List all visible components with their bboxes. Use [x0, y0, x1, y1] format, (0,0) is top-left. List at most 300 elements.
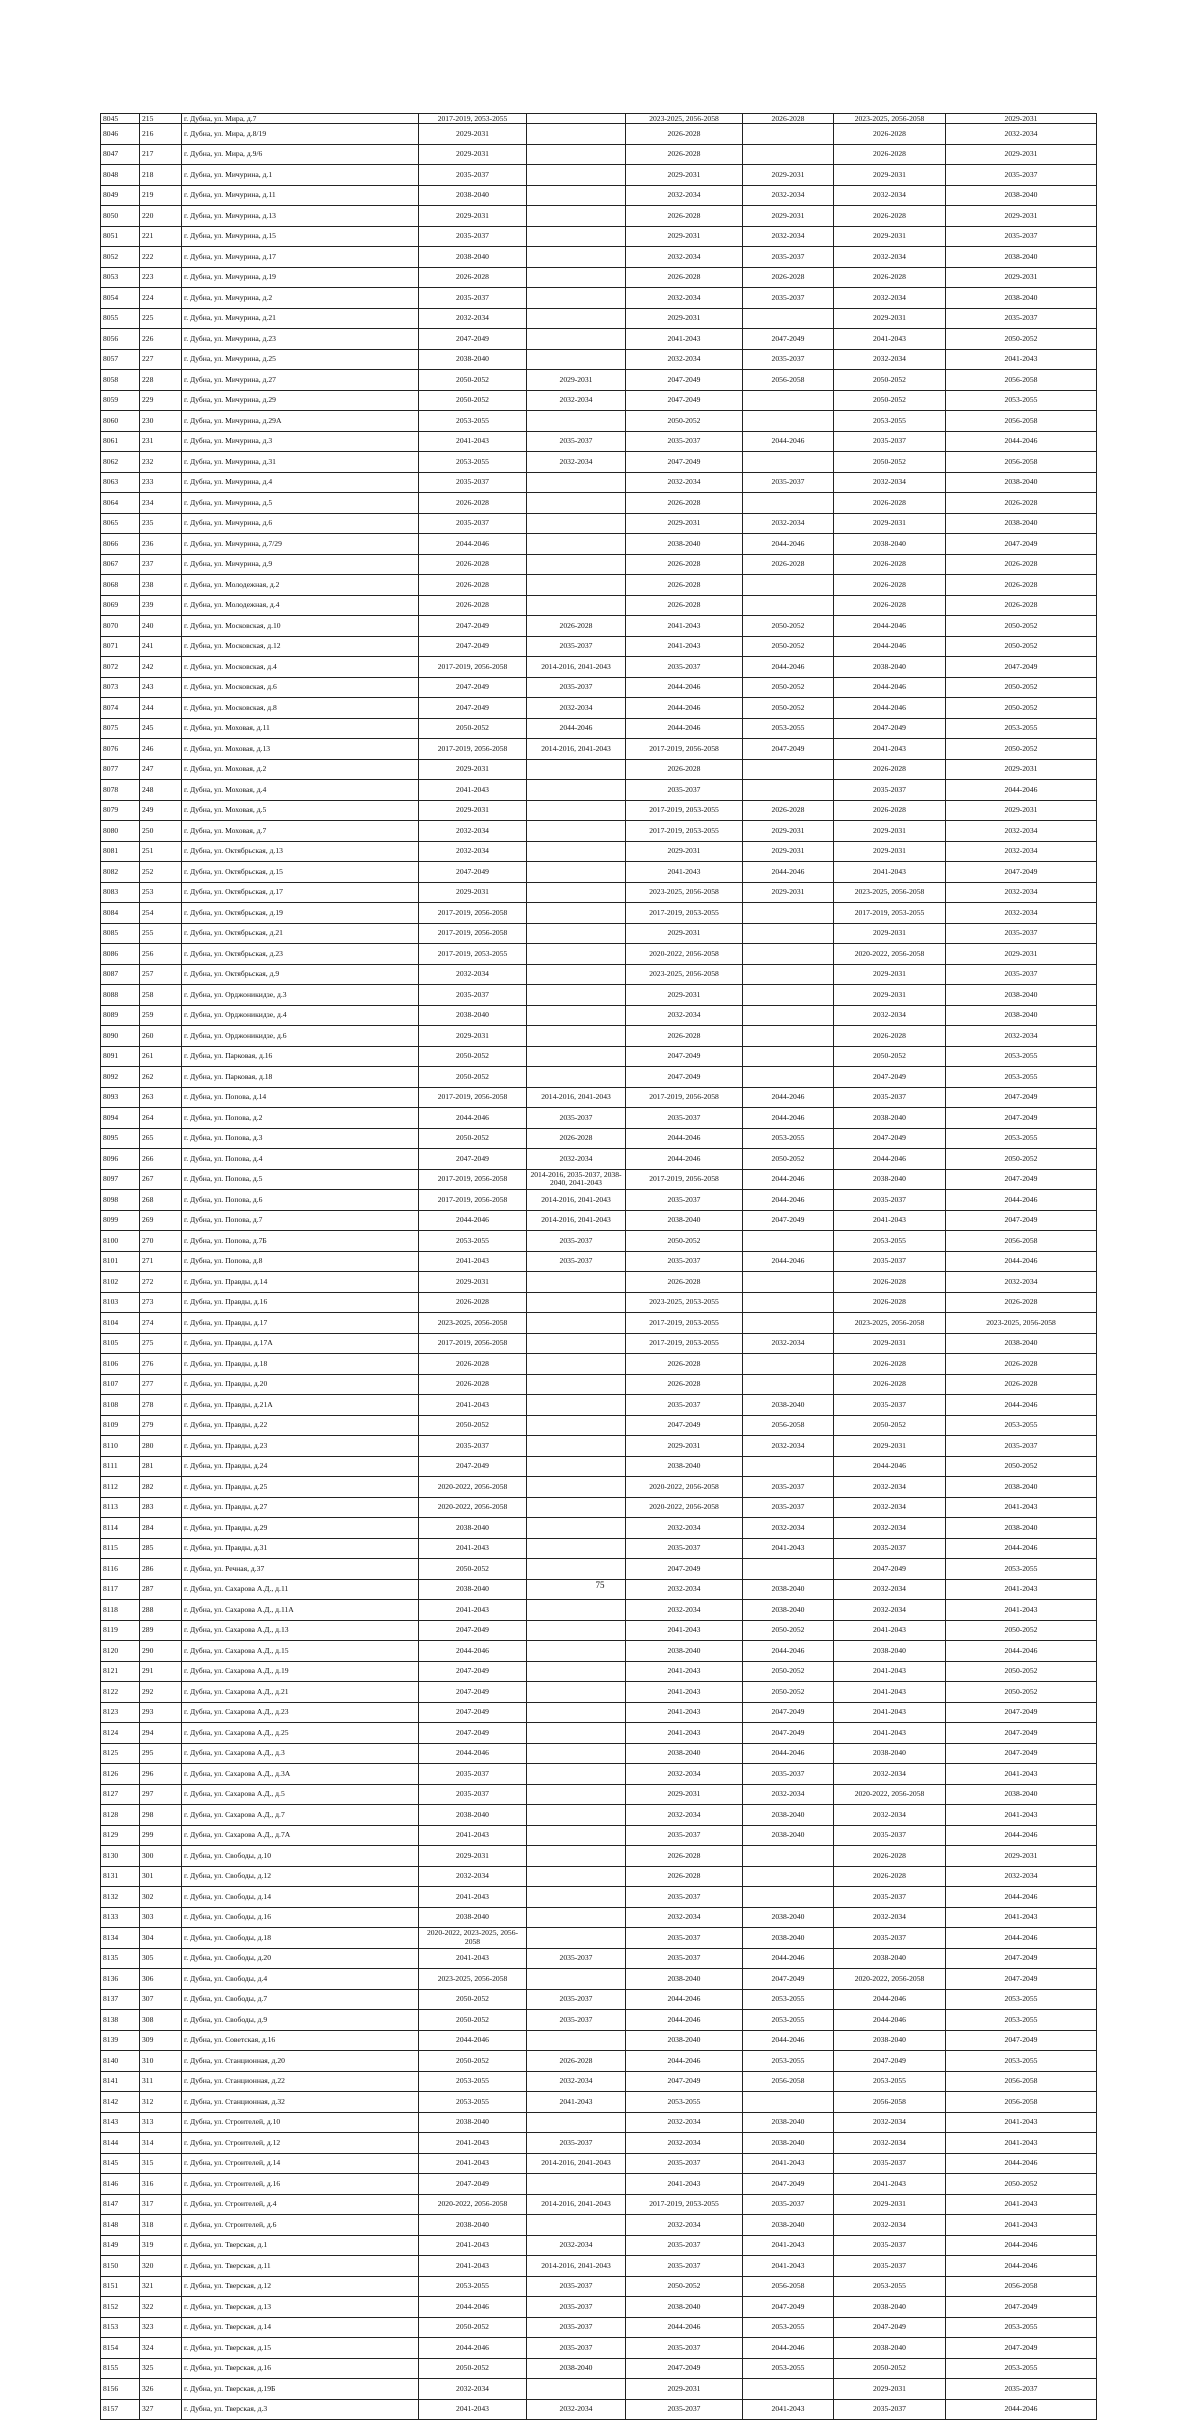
table-cell: 234	[140, 493, 182, 514]
table-row	[101, 1333, 1097, 1354]
table-cell	[527, 308, 626, 329]
table-cell: г. Дубна, ул. Мичурина, д.2	[182, 288, 419, 309]
table-row	[101, 657, 1097, 678]
table-cell: 291	[140, 1661, 182, 1682]
table-cell: 2026-2028	[946, 1354, 1097, 1375]
table-cell: 298	[140, 1805, 182, 1826]
table-cell	[743, 1292, 834, 1313]
table-cell: 2035-2037	[626, 657, 743, 678]
table-cell: 2014-2016, 2041-2043	[527, 1210, 626, 1231]
table-row	[101, 1887, 1097, 1908]
table-cell: 2047-2049	[419, 1456, 527, 1477]
table-cell: 2035-2037	[419, 985, 527, 1006]
table-cell: 2029-2031	[626, 1436, 743, 1457]
table-cell: 8077	[101, 759, 140, 780]
table-row	[101, 2399, 1097, 2420]
table-cell: 2035-2037	[743, 1764, 834, 1785]
table-cell: г. Дубна, ул. Мичурина, д.6	[182, 513, 419, 534]
table-cell: 2032-2034	[834, 1497, 946, 1518]
table-cell: 2035-2037	[834, 1825, 946, 1846]
table-cell: 8058	[101, 370, 140, 391]
table-cell: 2026-2028	[834, 267, 946, 288]
table-cell: 2038-2040	[419, 1518, 527, 1539]
table-cell: 2050-2052	[419, 1046, 527, 1067]
table-cell: 2038-2040	[834, 534, 946, 555]
table-cell: 2044-2046	[743, 1190, 834, 1211]
table-cell: 2032-2034	[743, 1436, 834, 1457]
table-cell: 2053-2055	[743, 1128, 834, 1149]
table-cell: 2035-2037	[626, 1108, 743, 1129]
table-cell: г. Дубна, ул. Мичурина, д.7/29	[182, 534, 419, 555]
table-cell: 8113	[101, 1497, 140, 1518]
table-cell: 2026-2028	[834, 1272, 946, 1293]
table-cell: 229	[140, 390, 182, 411]
table-cell: 2035-2037	[946, 1436, 1097, 1457]
table-cell: 2035-2037	[419, 472, 527, 493]
table-cell: 2038-2040	[419, 185, 527, 206]
table-cell	[527, 1620, 626, 1641]
table-row	[101, 206, 1097, 227]
table-cell: 2032-2034	[626, 1579, 743, 1600]
table-cell: 2053-2055	[946, 2317, 1097, 2338]
table-cell: 2041-2043	[626, 2174, 743, 2195]
table-cell: 242	[140, 657, 182, 678]
table-row	[101, 698, 1097, 719]
table-cell: 8052	[101, 247, 140, 268]
table-row	[101, 780, 1097, 801]
table-cell: г. Дубна, ул. Сахарова А.Д., д.15	[182, 1641, 419, 1662]
table-cell: 272	[140, 1272, 182, 1293]
table-cell: 2017-2019, 2056-2058	[419, 903, 527, 924]
table-cell: 8121	[101, 1661, 140, 1682]
table-cell	[527, 1456, 626, 1477]
table-cell: 2023-2025, 2056-2058	[834, 1313, 946, 1334]
table-cell: 2038-2040	[743, 2215, 834, 2236]
table-cell: 258	[140, 985, 182, 1006]
table-cell	[743, 1374, 834, 1395]
table-row	[101, 903, 1097, 924]
table-row	[101, 2174, 1097, 2195]
table-cell: 2029-2031	[419, 1272, 527, 1293]
table-cell: 2026-2028	[834, 1374, 946, 1395]
table-cell: 2029-2031	[626, 226, 743, 247]
table-cell: 2032-2034	[419, 308, 527, 329]
table-cell: 2053-2055	[743, 2358, 834, 2379]
table-cell: 8080	[101, 821, 140, 842]
table-cell: 2026-2028	[834, 493, 946, 514]
table-row	[101, 124, 1097, 145]
table-cell: г. Дубна, ул. Мичурина, д.5	[182, 493, 419, 514]
table-cell: 2026-2028	[946, 554, 1097, 575]
table-cell: 8084	[101, 903, 140, 924]
table-cell: 2029-2031	[834, 841, 946, 862]
table-cell: 2050-2052	[743, 698, 834, 719]
table-cell: 2050-2052	[626, 2276, 743, 2297]
table-cell: 2044-2046	[626, 718, 743, 739]
table-cell	[527, 534, 626, 555]
table-cell: 2032-2034	[419, 2379, 527, 2400]
table-cell: 8137	[101, 1989, 140, 2010]
table-cell	[527, 513, 626, 534]
table-cell: 2026-2028	[626, 1354, 743, 1375]
table-cell: 2029-2031	[946, 206, 1097, 227]
table-cell: 248	[140, 780, 182, 801]
table-cell: 281	[140, 1456, 182, 1477]
table-cell: 2041-2043	[834, 739, 946, 760]
table-cell: 324	[140, 2338, 182, 2359]
table-cell: 2035-2037	[626, 1538, 743, 1559]
table-cell: 2044-2046	[743, 1251, 834, 1272]
table-cell: 2044-2046	[419, 2338, 527, 2359]
table-cell: 2035-2037	[419, 1764, 527, 1785]
table-cell: г. Дубна, ул. Московская, д.8	[182, 698, 419, 719]
table-cell: 300	[140, 1846, 182, 1867]
table-cell: 2035-2037	[626, 1928, 743, 1949]
table-cell: 2047-2049	[743, 2174, 834, 2195]
table-cell: 2050-2052	[419, 390, 527, 411]
table-cell: 8073	[101, 677, 140, 698]
table-cell: 2029-2031	[743, 882, 834, 903]
table-cell: 310	[140, 2051, 182, 2072]
table-cell: 8045	[101, 114, 140, 124]
table-cell: 2047-2049	[946, 1969, 1097, 1990]
table-cell: 2047-2049	[834, 2317, 946, 2338]
table-cell: 2026-2028	[626, 554, 743, 575]
table-cell: 2044-2046	[419, 1641, 527, 1662]
table-cell: г. Дубна, ул. Октябрьская, д.19	[182, 903, 419, 924]
table-cell: 2047-2049	[419, 677, 527, 698]
table-row	[101, 1928, 1097, 1949]
table-cell: 2032-2034	[419, 964, 527, 985]
table-cell: 240	[140, 616, 182, 637]
table-cell: 2047-2049	[419, 1682, 527, 1703]
table-cell: 230	[140, 411, 182, 432]
table-cell	[743, 1026, 834, 1047]
table-cell	[527, 1005, 626, 1026]
table-cell: 2035-2037	[946, 923, 1097, 944]
table-cell: 8131	[101, 1866, 140, 1887]
table-cell: 2026-2028	[834, 206, 946, 227]
table-cell: 2044-2046	[743, 1087, 834, 1108]
table-cell: 2026-2028	[834, 144, 946, 165]
table-cell: 2041-2043	[946, 2133, 1097, 2154]
table-cell: 2023-2025, 2056-2058	[834, 882, 946, 903]
table-cell: г. Дубна, ул. Мичурина, д.9	[182, 554, 419, 575]
table-cell: 8067	[101, 554, 140, 575]
table-row	[101, 800, 1097, 821]
table-cell	[527, 1292, 626, 1313]
table-cell: г. Дубна, ул. Тверская, д.19Б	[182, 2379, 419, 2400]
table-cell: г. Дубна, ул. Тверская, д.11	[182, 2256, 419, 2277]
table-cell: 2032-2034	[834, 472, 946, 493]
table-cell: 2047-2049	[419, 1702, 527, 1723]
table-cell: 2050-2052	[946, 1682, 1097, 1703]
table-cell: 8104	[101, 1313, 140, 1334]
table-cell: 2038-2040	[834, 1108, 946, 1129]
table-cell	[743, 923, 834, 944]
table-cell: 2050-2052	[419, 718, 527, 739]
table-row	[101, 226, 1097, 247]
table-cell: 254	[140, 903, 182, 924]
table-cell: 2029-2031	[834, 821, 946, 842]
table-cell: 297	[140, 1784, 182, 1805]
table-cell: 2026-2028	[946, 575, 1097, 596]
table-cell: 2020-2022, 2056-2058	[626, 944, 743, 965]
table-cell	[527, 165, 626, 186]
table-cell: 8125	[101, 1743, 140, 1764]
table-cell: 2032-2034	[834, 1764, 946, 1785]
table-cell	[527, 821, 626, 842]
table-cell: 2017-2019, 2053-2055	[626, 800, 743, 821]
table-cell: 268	[140, 1190, 182, 1211]
table-cell: г. Дубна, ул. Строителей, д.12	[182, 2133, 419, 2154]
table-cell: 317	[140, 2194, 182, 2215]
table-cell: г. Дубна, ул. Мичурина, д.21	[182, 308, 419, 329]
table-row	[101, 718, 1097, 739]
table-cell: 2041-2043	[946, 1805, 1097, 1826]
table-cell: 2041-2043	[946, 1764, 1097, 1785]
table-cell: 8120	[101, 1641, 140, 1662]
table-cell: 228	[140, 370, 182, 391]
table-cell	[527, 1784, 626, 1805]
table-cell	[743, 1354, 834, 1375]
table-cell: 2047-2049	[743, 1969, 834, 1990]
table-cell: 2035-2037	[946, 964, 1097, 985]
table-cell: 8128	[101, 1805, 140, 1826]
table-cell: 2044-2046	[626, 677, 743, 698]
table-cell: 2023-2025, 2056-2058	[419, 1969, 527, 1990]
table-cell	[527, 1641, 626, 1662]
table-cell: 2050-2052	[419, 2051, 527, 2072]
table-cell: г. Дубна, ул. Мичурина, д.13	[182, 206, 419, 227]
table-cell: 2038-2040	[419, 1579, 527, 1600]
table-cell	[743, 390, 834, 411]
table-cell: 2050-2052	[946, 1149, 1097, 1170]
table-cell: 2044-2046	[834, 636, 946, 657]
table-row	[101, 2071, 1097, 2092]
table-row	[101, 1702, 1097, 1723]
table-cell: 2044-2046	[834, 698, 946, 719]
table-cell: 2056-2058	[946, 2071, 1097, 2092]
table-cell: 2053-2055	[834, 2071, 946, 2092]
table-row	[101, 1641, 1097, 1662]
table-row	[101, 1682, 1097, 1703]
table-cell: 2056-2058	[946, 370, 1097, 391]
table-cell: 2038-2040	[419, 247, 527, 268]
table-cell: 2029-2031	[834, 1333, 946, 1354]
table-cell: 2038-2040	[626, 1969, 743, 1990]
table-cell: г. Дубна, ул. Правды, д.24	[182, 1456, 419, 1477]
table-cell	[743, 308, 834, 329]
table-cell	[527, 1887, 626, 1908]
table-cell: 2044-2046	[946, 780, 1097, 801]
table-cell: 2047-2049	[743, 1702, 834, 1723]
table-cell	[743, 1067, 834, 1088]
table-cell: 2035-2037	[527, 1231, 626, 1252]
table-cell: 2023-2025, 2056-2058	[626, 882, 743, 903]
table-cell: г. Дубна, ул. Парковая, д.18	[182, 1067, 419, 1088]
table-cell: 2050-2052	[834, 1046, 946, 1067]
table-cell: 2035-2037	[626, 1887, 743, 1908]
table-cell: г. Дубна, ул. Сахарова А.Д., д.21	[182, 1682, 419, 1703]
table-cell: 2029-2031	[743, 165, 834, 186]
table-cell: 2044-2046	[419, 1743, 527, 1764]
table-cell: 299	[140, 1825, 182, 1846]
table-cell: 2026-2028	[626, 267, 743, 288]
table-cell: г. Дубна, ул. Мичурина, д.29	[182, 390, 419, 411]
table-cell: 2038-2040	[626, 1456, 743, 1477]
table-row	[101, 636, 1097, 657]
table-row	[101, 2215, 1097, 2236]
table-cell	[527, 923, 626, 944]
table-cell: 8053	[101, 267, 140, 288]
table-cell: 2050-2052	[743, 616, 834, 637]
table-cell	[743, 2379, 834, 2400]
table-cell: 2047-2049	[419, 616, 527, 637]
table-cell: 2053-2055	[946, 1989, 1097, 2010]
table-row	[101, 267, 1097, 288]
table-cell: г. Дубна, ул. Свободы, д.20	[182, 1948, 419, 1969]
table-cell: 8056	[101, 329, 140, 350]
table-cell: 2035-2037	[946, 165, 1097, 186]
table-cell: 232	[140, 452, 182, 473]
table-cell: 2041-2043	[626, 1723, 743, 1744]
table-cell: 2041-2043	[626, 616, 743, 637]
table-cell: 8070	[101, 616, 140, 637]
table-row	[101, 1989, 1097, 2010]
table-cell: 2047-2049	[419, 636, 527, 657]
table-cell: 2032-2034	[626, 1005, 743, 1026]
table-cell: г. Дубна, ул. Речная, д.37	[182, 1559, 419, 1580]
table-cell: 255	[140, 923, 182, 944]
table-cell: 2041-2043	[527, 2092, 626, 2113]
table-cell: 2038-2040	[946, 288, 1097, 309]
table-cell: 223	[140, 267, 182, 288]
table-cell: 8055	[101, 308, 140, 329]
table-cell: 2029-2031	[419, 124, 527, 145]
table-cell: г. Дубна, ул. Мичурина, д.3	[182, 431, 419, 452]
table-row	[101, 2112, 1097, 2133]
table-cell: 270	[140, 1231, 182, 1252]
table-cell	[743, 1046, 834, 1067]
table-row	[101, 985, 1097, 1006]
table-cell: 2035-2037	[834, 1928, 946, 1949]
table-cell: 2044-2046	[946, 1887, 1097, 1908]
table-cell: 2035-2037	[743, 472, 834, 493]
table-cell: 8095	[101, 1128, 140, 1149]
table-cell: 2041-2043	[946, 1579, 1097, 1600]
table-cell: 8133	[101, 1907, 140, 1928]
table-cell: 2023-2025, 2056-2058	[946, 1313, 1097, 1334]
table-cell: 325	[140, 2358, 182, 2379]
table-cell: 2035-2037	[527, 431, 626, 452]
table-cell: 2044-2046	[419, 2297, 527, 2318]
table-cell: 290	[140, 1641, 182, 1662]
table-cell: 276	[140, 1354, 182, 1375]
table-row	[101, 616, 1097, 637]
table-cell: 8108	[101, 1395, 140, 1416]
table-cell: 266	[140, 1149, 182, 1170]
table-cell: 8103	[101, 1292, 140, 1313]
table-cell: 2038-2040	[946, 1784, 1097, 1805]
table-cell: г. Дубна, ул. Тверская, д.3	[182, 2399, 419, 2420]
table-row	[101, 1128, 1097, 1149]
table-cell: 2035-2037	[743, 349, 834, 370]
table-cell: г. Дубна, ул. Орджоникидзе, д.6	[182, 1026, 419, 1047]
table-cell: 2044-2046	[946, 1395, 1097, 1416]
table-cell: 2032-2034	[946, 1866, 1097, 1887]
table-cell: 326	[140, 2379, 182, 2400]
table-cell: 8099	[101, 1210, 140, 1231]
table-cell: 245	[140, 718, 182, 739]
table-cell: 257	[140, 964, 182, 985]
table-cell: 2056-2058	[743, 2071, 834, 2092]
table-cell: 2032-2034	[834, 1477, 946, 1498]
table-row	[101, 2235, 1097, 2256]
table-cell: 2026-2028	[946, 1292, 1097, 1313]
table-cell: 2029-2031	[626, 985, 743, 1006]
table-cell: 2038-2040	[946, 247, 1097, 268]
table-cell: 2032-2034	[834, 247, 946, 268]
table-cell: 236	[140, 534, 182, 555]
table-cell: 2026-2028	[834, 800, 946, 821]
table-cell: 2026-2028	[527, 2051, 626, 2072]
table-cell: 2029-2031	[626, 165, 743, 186]
table-cell: 2038-2040	[626, 1743, 743, 1764]
table-cell: 306	[140, 1969, 182, 1990]
table-cell: 2026-2028	[626, 206, 743, 227]
table-cell: 2041-2043	[834, 1723, 946, 1744]
table-cell	[743, 2092, 834, 2113]
table-cell: 2041-2043	[419, 1538, 527, 1559]
table-cell	[527, 1661, 626, 1682]
table-cell	[743, 1887, 834, 1908]
table-cell: 2029-2031	[834, 964, 946, 985]
table-cell: 2032-2034	[626, 472, 743, 493]
table-row	[101, 411, 1097, 432]
table-cell: 8142	[101, 2092, 140, 2113]
table-cell: 2050-2052	[419, 1128, 527, 1149]
table-cell: 8060	[101, 411, 140, 432]
table-cell: 2047-2049	[626, 1559, 743, 1580]
table-cell: 2032-2034	[527, 2235, 626, 2256]
table-cell: 2032-2034	[626, 1600, 743, 1621]
table-cell: 2050-2052	[419, 2317, 527, 2338]
table-cell	[743, 1846, 834, 1867]
table-cell: 2044-2046	[834, 677, 946, 698]
table-cell: 2053-2055	[946, 1067, 1097, 1088]
table-cell: 2050-2052	[419, 2358, 527, 2379]
table-cell: 2053-2055	[946, 2010, 1097, 2031]
table-cell: 2047-2049	[626, 370, 743, 391]
table-cell: 2029-2031	[419, 800, 527, 821]
table-cell: 2053-2055	[419, 1231, 527, 1252]
table-cell: г. Дубна, ул. Строителей, д.14	[182, 2153, 419, 2174]
table-cell: 2020-2022, 2056-2058	[419, 1497, 527, 1518]
table-cell	[527, 1764, 626, 1785]
table-cell: 2026-2028	[834, 575, 946, 596]
table-cell: 2026-2028	[834, 1026, 946, 1047]
table-cell: 2038-2040	[834, 1641, 946, 1662]
table-cell: 8071	[101, 636, 140, 657]
table-cell: 2050-2052	[946, 329, 1097, 350]
table-row	[101, 1477, 1097, 1498]
table-cell: 2053-2055	[946, 2051, 1097, 2072]
table-cell: 2041-2043	[626, 862, 743, 883]
table-cell: 231	[140, 431, 182, 452]
table-cell: 267	[140, 1169, 182, 1190]
table-cell: 315	[140, 2153, 182, 2174]
